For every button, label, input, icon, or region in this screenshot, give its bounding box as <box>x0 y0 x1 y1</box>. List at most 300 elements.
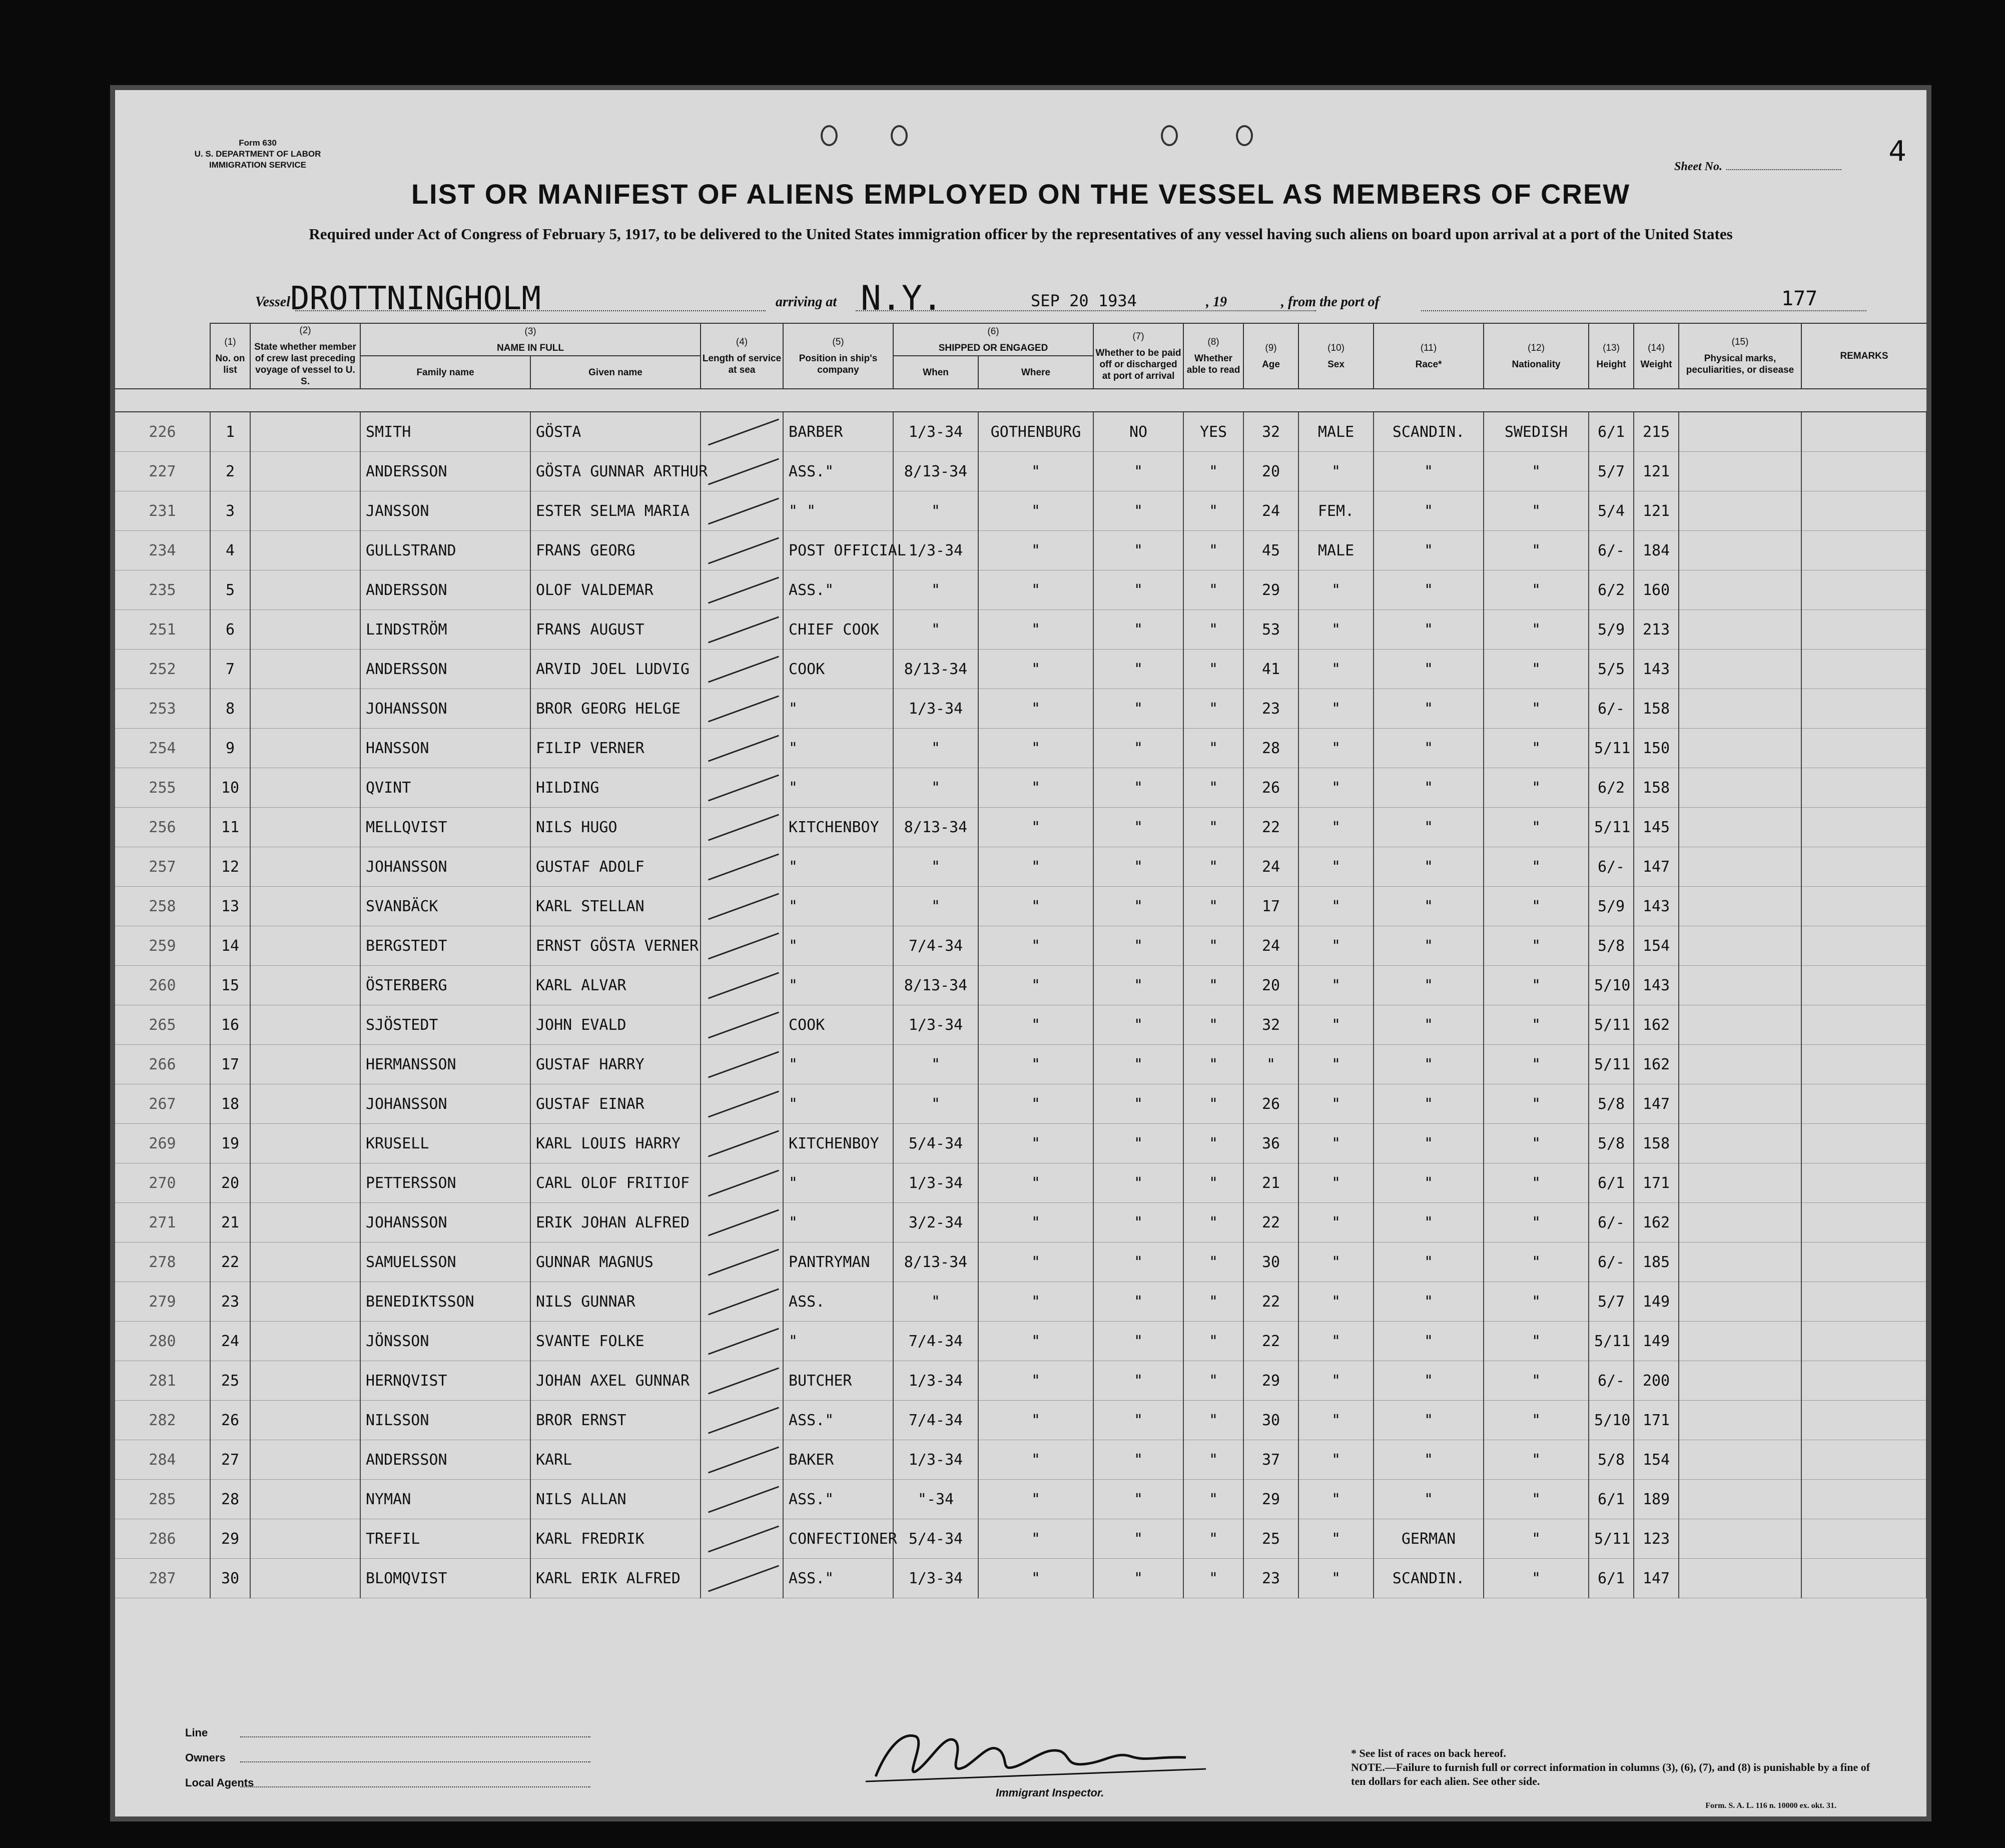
paid-off-cell: " <box>1093 847 1183 887</box>
last-voyage-cell <box>250 1480 360 1519</box>
family-name-cell: LINDSTRÖM <box>360 610 530 650</box>
family-name-cell: NILSSON <box>360 1401 530 1440</box>
age-cell: " <box>1243 1045 1298 1084</box>
position-cell: COOK <box>783 1005 893 1045</box>
race-cell: " <box>1374 531 1484 570</box>
service-mark <box>708 497 779 524</box>
record-number: 227 <box>115 452 210 491</box>
list-number-cell: 8 <box>210 689 250 729</box>
service-length-cell <box>701 808 783 847</box>
sheet-number <box>1674 160 1841 174</box>
nationality-cell: " <box>1484 531 1589 570</box>
owners-label: Owners <box>185 1751 226 1764</box>
record-number: 270 <box>115 1163 210 1203</box>
height-cell: 6/- <box>1589 689 1634 729</box>
age-cell: 23 <box>1243 689 1298 729</box>
race-cell: " <box>1374 1084 1484 1124</box>
family-name-cell: BLOMQVIST <box>360 1559 530 1598</box>
service-mark <box>708 1328 779 1355</box>
physical-marks-cell <box>1679 1361 1801 1401</box>
last-voyage-cell <box>250 1163 360 1203</box>
shipped-when-cell: " <box>893 887 978 926</box>
list-number-cell: 7 <box>210 650 250 689</box>
record-number: 251 <box>115 610 210 650</box>
remarks-cell <box>1801 570 1926 610</box>
position-cell: " <box>783 847 893 887</box>
physical-marks-cell <box>1679 887 1801 926</box>
manifest-sheet <box>115 90 1926 1816</box>
physical-marks-cell <box>1679 1005 1801 1045</box>
last-voyage-cell <box>250 1243 360 1282</box>
sex-cell: " <box>1298 689 1374 729</box>
punch-hole <box>1236 125 1253 146</box>
weight-cell: 154 <box>1634 1440 1679 1480</box>
remarks-cell <box>1801 1045 1926 1084</box>
able-to-read-cell: " <box>1183 1045 1243 1084</box>
age-cell: 32 <box>1243 412 1298 452</box>
record-number: 235 <box>115 570 210 610</box>
service-length-cell <box>701 847 783 887</box>
shipped-where-cell: " <box>978 768 1093 808</box>
height-cell: 6/- <box>1589 1243 1634 1282</box>
age-cell: 37 <box>1243 1440 1298 1480</box>
paid-off-cell: " <box>1093 1203 1183 1243</box>
family-name-cell: ÖSTERBERG <box>360 966 530 1005</box>
shipped-when-cell: " <box>893 1084 978 1124</box>
age-cell: 21 <box>1243 1163 1298 1203</box>
position-cell: " <box>783 1322 893 1361</box>
height-cell: 6/- <box>1589 1361 1634 1401</box>
position-cell: " <box>783 1163 893 1203</box>
table-row <box>115 1480 1926 1519</box>
given-name-cell: GÖSTA GUNNAR ARTHUR <box>530 452 701 491</box>
remarks-cell <box>1801 1282 1926 1322</box>
list-number-cell: 18 <box>210 1084 250 1124</box>
able-to-read-cell: " <box>1183 808 1243 847</box>
header-nationality: (12) Nationality <box>1484 323 1589 389</box>
race-cell: " <box>1374 570 1484 610</box>
family-name-cell: ANDERSSON <box>360 1440 530 1480</box>
list-number-cell: 15 <box>210 966 250 1005</box>
last-voyage-cell <box>250 1519 360 1559</box>
remarks-cell <box>1801 1322 1926 1361</box>
physical-marks-cell <box>1679 689 1801 729</box>
age-cell: 41 <box>1243 650 1298 689</box>
weight-cell: 184 <box>1634 531 1679 570</box>
physical-marks-cell <box>1679 847 1801 887</box>
position-cell: KITCHENBOY <box>783 808 893 847</box>
record-number: 265 <box>115 1005 210 1045</box>
given-name-cell: GUSTAF HARRY <box>530 1045 701 1084</box>
given-name-cell: FILIP VERNER <box>530 729 701 768</box>
service-mark <box>708 1525 779 1552</box>
race-cell: " <box>1374 1322 1484 1361</box>
service-length-cell <box>701 1282 783 1322</box>
shipped-when-cell: " <box>893 610 978 650</box>
header-where: Where <box>978 356 1093 389</box>
last-voyage-cell <box>250 689 360 729</box>
weight-cell: 162 <box>1634 1045 1679 1084</box>
able-to-read-cell: " <box>1183 1163 1243 1203</box>
nationality-cell: " <box>1484 729 1589 768</box>
local-agents-label: Local Agents <box>185 1776 254 1789</box>
service-length-cell <box>701 1322 783 1361</box>
shipped-when-cell: 8/13-34 <box>893 1243 978 1282</box>
nationality-cell: " <box>1484 808 1589 847</box>
service-mark <box>708 735 779 762</box>
service-length-cell <box>701 610 783 650</box>
nationality-cell: " <box>1484 1203 1589 1243</box>
record-number: 286 <box>115 1519 210 1559</box>
remarks-cell <box>1801 768 1926 808</box>
age-cell: 29 <box>1243 1480 1298 1519</box>
given-name-cell: OLOF VALDEMAR <box>530 570 701 610</box>
table-row <box>115 1203 1926 1243</box>
nationality-cell: " <box>1484 1124 1589 1163</box>
position-cell: BUTCHER <box>783 1361 893 1401</box>
table-row <box>115 1401 1926 1440</box>
remarks-cell <box>1801 887 1926 926</box>
nationality-cell: " <box>1484 847 1589 887</box>
age-cell: 24 <box>1243 926 1298 966</box>
page-title: LIST OR MANIFEST OF ALIENS EMPLOYED ON THE VESSEL AS MEMBERS OF CREW <box>411 178 1631 210</box>
shipped-when-cell: "-34 <box>893 1480 978 1519</box>
sex-cell: " <box>1298 650 1374 689</box>
list-number-cell: 1 <box>210 412 250 452</box>
service-length-cell <box>701 1203 783 1243</box>
nationality-cell: " <box>1484 1480 1589 1519</box>
list-number-cell: 30 <box>210 1559 250 1598</box>
list-number-cell: 24 <box>210 1322 250 1361</box>
header-position: (5) Position in ship's company <box>783 323 893 389</box>
given-name-cell: KARL FREDRIK <box>530 1519 701 1559</box>
position-cell: ASS. <box>783 1282 893 1322</box>
record-number: 271 <box>115 1203 210 1243</box>
table-row <box>115 1084 1926 1124</box>
sex-cell: " <box>1298 729 1374 768</box>
given-name-cell: ERNST GÖSTA VERNER <box>530 926 701 966</box>
height-cell: 6/- <box>1589 1203 1634 1243</box>
service-mark <box>708 893 779 920</box>
sex-cell: " <box>1298 926 1374 966</box>
height-cell: 5/11 <box>1589 1322 1634 1361</box>
last-voyage-cell <box>250 1282 360 1322</box>
able-to-read-cell: " <box>1183 1243 1243 1282</box>
record-number: 279 <box>115 1282 210 1322</box>
table-row <box>115 1005 1926 1045</box>
shipped-where-cell: " <box>978 926 1093 966</box>
height-cell: 5/8 <box>1589 1440 1634 1480</box>
last-voyage-cell <box>250 1005 360 1045</box>
family-name-cell: JOHANSSON <box>360 1084 530 1124</box>
weight-cell: 121 <box>1634 491 1679 531</box>
given-name-cell: JOHAN AXEL GUNNAR <box>530 1361 701 1401</box>
race-cell: GERMAN <box>1374 1519 1484 1559</box>
able-to-read-cell: " <box>1183 729 1243 768</box>
shipped-where-cell: " <box>978 570 1093 610</box>
header-when: When <box>893 356 978 389</box>
age-cell: 20 <box>1243 452 1298 491</box>
given-name-cell: BROR GEORG HELGE <box>530 689 701 729</box>
weight-cell: 158 <box>1634 1124 1679 1163</box>
race-cell: " <box>1374 847 1484 887</box>
shipped-where-cell: " <box>978 847 1093 887</box>
service-mark <box>708 853 779 880</box>
shipped-when-cell: 3/2-34 <box>893 1203 978 1243</box>
weight-cell: 123 <box>1634 1519 1679 1559</box>
shipped-where-cell: GOTHENBURG <box>978 412 1093 452</box>
nationality-cell: " <box>1484 452 1589 491</box>
list-number-cell: 9 <box>210 729 250 768</box>
table-row <box>115 887 1926 926</box>
table-row <box>115 570 1926 610</box>
service-length-cell <box>701 1361 783 1401</box>
able-to-read-cell: " <box>1183 610 1243 650</box>
nationality-cell: " <box>1484 1045 1589 1084</box>
table-row <box>115 650 1926 689</box>
able-to-read-cell: " <box>1183 689 1243 729</box>
list-number-cell: 14 <box>210 926 250 966</box>
last-voyage-cell <box>250 808 360 847</box>
age-cell: 29 <box>1243 570 1298 610</box>
race-cell: " <box>1374 926 1484 966</box>
paid-off-cell: " <box>1093 452 1183 491</box>
height-cell: 6/1 <box>1589 1559 1634 1598</box>
able-to-read-cell: " <box>1183 570 1243 610</box>
physical-marks-cell <box>1679 1480 1801 1519</box>
given-name-cell: NILS GUNNAR <box>530 1282 701 1322</box>
sex-cell: " <box>1298 610 1374 650</box>
year-label: , 19 <box>1206 294 1227 310</box>
last-voyage-cell <box>250 1084 360 1124</box>
age-cell: 30 <box>1243 1243 1298 1282</box>
nationality-cell: " <box>1484 887 1589 926</box>
height-cell: 5/10 <box>1589 1401 1634 1440</box>
height-cell: 6/- <box>1589 531 1634 570</box>
remarks-cell <box>1801 1361 1926 1401</box>
paid-off-cell: " <box>1093 491 1183 531</box>
given-name-cell: BROR ERNST <box>530 1401 701 1440</box>
sex-cell: " <box>1298 1282 1374 1322</box>
paid-off-cell: " <box>1093 689 1183 729</box>
header-paid-off: (7) Whether to be paid off or discharged at port of arrival <box>1093 323 1183 389</box>
nationality-cell: " <box>1484 926 1589 966</box>
nationality-cell: " <box>1484 1163 1589 1203</box>
able-to-read-cell: " <box>1183 650 1243 689</box>
position-cell: ASS." <box>783 1401 893 1440</box>
height-cell: 5/11 <box>1589 1045 1634 1084</box>
remarks-cell <box>1801 808 1926 847</box>
table-row <box>115 1045 1926 1084</box>
service-length-cell <box>701 570 783 610</box>
shipped-when-cell: 5/4-34 <box>893 1124 978 1163</box>
last-voyage-cell <box>250 531 360 570</box>
table-row <box>115 1519 1926 1559</box>
sex-cell: " <box>1298 847 1374 887</box>
list-number-cell: 11 <box>210 808 250 847</box>
given-name-cell: HILDING <box>530 768 701 808</box>
weight-cell: 171 <box>1634 1163 1679 1203</box>
nationality-cell: " <box>1484 768 1589 808</box>
family-name-cell: MELLQVIST <box>360 808 530 847</box>
service-length-cell <box>701 1440 783 1480</box>
record-number: 280 <box>115 1322 210 1361</box>
table-row <box>115 768 1926 808</box>
last-voyage-cell <box>250 729 360 768</box>
table-row <box>115 610 1926 650</box>
sex-cell: MALE <box>1298 531 1374 570</box>
nationality-cell: " <box>1484 1519 1589 1559</box>
family-name-cell: BENEDIKTSSON <box>360 1282 530 1322</box>
shipped-when-cell: " <box>893 491 978 531</box>
nationality-cell: " <box>1484 1440 1589 1480</box>
race-cell: SCANDIN. <box>1374 1559 1484 1598</box>
remarks-cell <box>1801 1084 1926 1124</box>
shipped-when-cell: 1/3-34 <box>893 1559 978 1598</box>
able-to-read-cell: " <box>1183 847 1243 887</box>
age-cell: 45 <box>1243 531 1298 570</box>
weight-cell: 171 <box>1634 1401 1679 1440</box>
remarks-cell <box>1801 491 1926 531</box>
last-voyage-cell <box>250 1559 360 1598</box>
header-last-voyage: (2) State whether member of crew last preceding voyage of vessel to U. S. <box>250 323 360 389</box>
table-row <box>115 729 1926 768</box>
service-length-cell <box>701 1084 783 1124</box>
shipped-where-cell: " <box>978 887 1093 926</box>
family-name-cell: KRUSELL <box>360 1124 530 1163</box>
sex-cell: " <box>1298 1243 1374 1282</box>
list-number-cell: 29 <box>210 1519 250 1559</box>
table-row <box>115 966 1926 1005</box>
sex-cell: " <box>1298 1163 1374 1203</box>
record-number-header <box>115 323 210 389</box>
service-mark <box>708 1446 779 1473</box>
weight-cell: 149 <box>1634 1322 1679 1361</box>
paid-off-cell: " <box>1093 1401 1183 1440</box>
position-cell: " " <box>783 491 893 531</box>
table-row <box>115 531 1926 570</box>
age-cell: 32 <box>1243 1005 1298 1045</box>
list-number-cell: 27 <box>210 1440 250 1480</box>
service-length-cell <box>701 1163 783 1203</box>
list-number-cell: 12 <box>210 847 250 887</box>
shipped-where-cell: " <box>978 1519 1093 1559</box>
record-number: 226 <box>115 412 210 452</box>
table-row <box>115 1322 1926 1361</box>
given-name-cell: KARL <box>530 1440 701 1480</box>
able-to-read-cell: " <box>1183 1480 1243 1519</box>
shipped-where-cell: " <box>978 1084 1093 1124</box>
header-weight: (14) Weight <box>1634 323 1679 389</box>
age-cell: 22 <box>1243 1282 1298 1322</box>
given-name-cell: ARVID JOEL LUDVIG <box>530 650 701 689</box>
remarks-cell <box>1801 1559 1926 1598</box>
sex-cell: " <box>1298 1045 1374 1084</box>
age-cell: 36 <box>1243 1124 1298 1163</box>
family-name-cell: ANDERSSON <box>360 452 530 491</box>
physical-marks-cell <box>1679 1440 1801 1480</box>
arrival-port: N.Y. <box>861 279 943 318</box>
age-cell: 22 <box>1243 1322 1298 1361</box>
last-voyage-cell <box>250 1124 360 1163</box>
paid-off-cell: NO <box>1093 412 1183 452</box>
nationality-cell: " <box>1484 689 1589 729</box>
height-cell: 5/11 <box>1589 1519 1634 1559</box>
sex-cell: " <box>1298 452 1374 491</box>
nationality-cell: " <box>1484 1282 1589 1322</box>
shipped-when-cell: 1/3-34 <box>893 1440 978 1480</box>
shipped-when-cell: 5/4-34 <box>893 1519 978 1559</box>
record-number: 257 <box>115 847 210 887</box>
paid-off-cell: " <box>1093 1322 1183 1361</box>
last-voyage-cell <box>250 887 360 926</box>
last-voyage-cell <box>250 412 360 452</box>
list-number-cell: 25 <box>210 1361 250 1401</box>
height-cell: 5/8 <box>1589 1084 1634 1124</box>
paid-off-cell: " <box>1093 1084 1183 1124</box>
last-voyage-cell <box>250 610 360 650</box>
given-name-cell: GUSTAF ADOLF <box>530 847 701 887</box>
paid-off-cell: " <box>1093 1163 1183 1203</box>
shipped-when-cell: 8/13-34 <box>893 966 978 1005</box>
weight-cell: 158 <box>1634 689 1679 729</box>
service-length-cell <box>701 650 783 689</box>
physical-marks-cell <box>1679 1322 1801 1361</box>
given-name-cell: KARL LOUIS HARRY <box>530 1124 701 1163</box>
family-name-cell: QVINT <box>360 768 530 808</box>
age-cell: 29 <box>1243 1361 1298 1401</box>
shipped-where-cell: " <box>978 966 1093 1005</box>
physical-marks-cell <box>1679 412 1801 452</box>
inspector-signature <box>766 1721 1216 1786</box>
shipped-where-cell: " <box>978 1480 1093 1519</box>
family-name-cell: PETTERSSON <box>360 1163 530 1203</box>
service-mark <box>708 1367 779 1394</box>
list-number-cell: 5 <box>210 570 250 610</box>
shipped-where-cell: " <box>978 808 1093 847</box>
last-voyage-cell <box>250 650 360 689</box>
weight-cell: 147 <box>1634 1084 1679 1124</box>
family-name-cell: ANDERSSON <box>360 650 530 689</box>
weight-cell: 149 <box>1634 1282 1679 1322</box>
service-length-cell <box>701 1005 783 1045</box>
family-name-cell: JÖNSSON <box>360 1322 530 1361</box>
header-able-to-read: (8) Whether able to read <box>1183 323 1243 389</box>
given-name-cell: JOHN EVALD <box>530 1005 701 1045</box>
paid-off-cell: " <box>1093 729 1183 768</box>
able-to-read-cell: " <box>1183 1361 1243 1401</box>
family-name-cell: HANSSON <box>360 729 530 768</box>
service-mark <box>708 616 779 643</box>
age-cell: 22 <box>1243 1203 1298 1243</box>
height-cell: 5/4 <box>1589 491 1634 531</box>
service-mark <box>708 458 779 485</box>
service-length-cell <box>701 1519 783 1559</box>
family-name-cell: SJÖSTEDT <box>360 1005 530 1045</box>
height-cell: 6/- <box>1589 847 1634 887</box>
position-cell: KITCHENBOY <box>783 1124 893 1163</box>
vessel-name: DROTTNINGHOLM <box>290 280 541 317</box>
physical-marks-cell <box>1679 570 1801 610</box>
race-cell: " <box>1374 966 1484 1005</box>
shipped-when-cell: " <box>893 570 978 610</box>
age-cell: 26 <box>1243 1084 1298 1124</box>
service-mark <box>708 1249 779 1276</box>
paid-off-cell: " <box>1093 887 1183 926</box>
record-number: 259 <box>115 926 210 966</box>
service-mark <box>708 774 779 801</box>
last-voyage-cell <box>250 1322 360 1361</box>
